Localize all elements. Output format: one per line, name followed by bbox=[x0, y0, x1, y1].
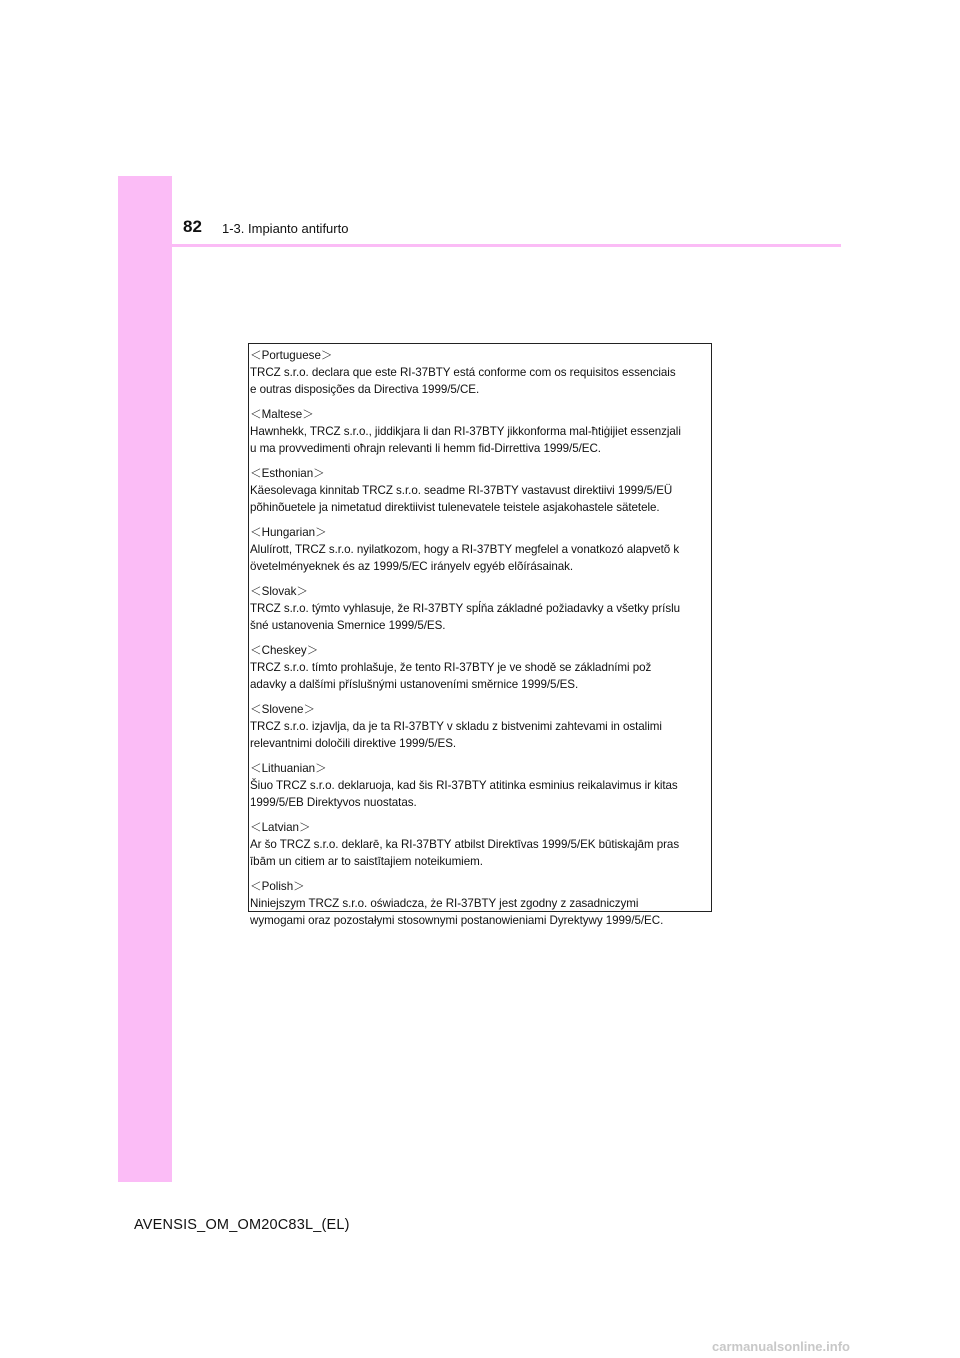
declaration-box bbox=[248, 343, 712, 927]
declaration-line: u ma provvedimenti oħrajn relevanti li hemm fid-Dirrettiva 1999/5/EC. bbox=[250, 442, 601, 455]
declaration-line: Ar šo TRCZ s.r.o. deklarē, ka RI-37BTY atbilst Direktīvas 1999/5/EK būtiskajām pras bbox=[250, 838, 680, 851]
declaration-line: relevantnimi določili direktive 1999/5/ES. bbox=[250, 737, 457, 750]
declaration-line: TRCZ s.r.o. izjavlja, da je ta RI-37BTY v skladu z bistvenimi zahtevami in ostalimi bbox=[250, 720, 662, 733]
declaration-language: ＜Esthonian＞ bbox=[250, 467, 325, 480]
declaration-line: wymogami oraz pozostałymi stosownymi postanowieniami Dyrektywy 1999/5/EC. bbox=[250, 914, 664, 927]
declaration-language: ＜Latvian＞ bbox=[250, 821, 311, 834]
header-rule bbox=[172, 244, 841, 247]
declaration-language: ＜Lithuanian＞ bbox=[250, 762, 327, 775]
section-title: 1-3. Impianto antifurto bbox=[222, 221, 349, 236]
declaration-esthonian bbox=[250, 466, 711, 516]
declaration-language: ＜Cheskey＞ bbox=[250, 644, 319, 657]
declaration-line: Käesolevaga kinnitab TRCZ s.r.o. seadme RI-37BTY vastavust direktiivi 1999/5/EÜ bbox=[250, 484, 673, 497]
declaration-latvian bbox=[250, 820, 711, 870]
declaration-maltese bbox=[250, 407, 711, 457]
declaration-cheskey bbox=[250, 643, 711, 693]
declaration-language: ＜Slovak＞ bbox=[250, 585, 308, 598]
declaration-portuguese bbox=[250, 348, 711, 398]
declaration-line: TRCZ s.r.o. týmto vyhlasuje, že RI-37BTY spĺňa základné požiadavky a všetky príslu bbox=[250, 602, 680, 615]
declaration-polish bbox=[250, 879, 711, 929]
declaration-line: adavky a dalšími příslušnými ustanoveními směrnice 1999/5/ES. bbox=[250, 678, 579, 691]
declaration-language: ＜Portuguese＞ bbox=[250, 349, 333, 362]
site-watermark: carmanualsonline.info bbox=[712, 1339, 850, 1354]
declaration-slovene bbox=[250, 702, 711, 752]
declaration-slovak bbox=[250, 584, 711, 634]
declaration-line: Šiuo TRCZ s.r.o. deklaruoja, kad šis RI-37BTY atitinka esminius reikalavimus ir kitas bbox=[250, 779, 678, 792]
declaration-line: TRCZ s.r.o. tímto prohlašuje, že tento RI-37BTY je ve shodě se základními pož bbox=[250, 661, 652, 674]
declaration-line: šné ustanovenia Smernice 1999/5/ES. bbox=[250, 619, 446, 632]
declaration-hungarian bbox=[250, 525, 711, 575]
declaration-line: Alulírott, TRCZ s.r.o. nyilatkozom, hogy a RI-37BTY megfelel a vonatkozó alapvetõ k bbox=[250, 543, 680, 556]
declaration-line: övetelményeknek és az 1999/5/EC irányelv egyéb elõírásainak. bbox=[250, 560, 574, 573]
declaration-line: e outras disposições da Directiva 1999/5/CE. bbox=[250, 383, 480, 396]
declaration-line: Niniejszym TRCZ s.r.o. oświadcza, że RI-37BTY jest zgodny z zasadniczymi bbox=[250, 897, 639, 910]
declaration-language: ＜Polish＞ bbox=[250, 880, 305, 893]
declaration-language: ＜Maltese＞ bbox=[250, 408, 314, 421]
declaration-line: ībām un citiem ar to saistītajiem noteikumiem. bbox=[250, 855, 483, 868]
side-color-band bbox=[118, 176, 172, 1182]
declaration-line: TRCZ s.r.o. declara que este RI-37BTY está conforme com os requisitos essenciais bbox=[250, 366, 676, 379]
declaration-line: Hawnhekk, TRCZ s.r.o., jiddikjara li dan RI-37BTY jikkonforma mal-ħtiġijiet essenzjali bbox=[250, 425, 681, 438]
page-number: 82 bbox=[183, 217, 202, 236]
declaration-language: ＜Slovene＞ bbox=[250, 703, 316, 716]
declaration-language: ＜Hungarian＞ bbox=[250, 526, 327, 539]
declaration-line: 1999/5/EB Direktyvos nuostatas. bbox=[250, 796, 417, 809]
declaration-line: põhinõuetele ja nimetatud direktiivist tulenevatele teistele asjakohastele sätetele. bbox=[250, 501, 660, 514]
document-code: AVENSIS_OM_OM20C83L_(EL) bbox=[134, 1217, 350, 1233]
declaration-lithuanian bbox=[250, 761, 711, 811]
